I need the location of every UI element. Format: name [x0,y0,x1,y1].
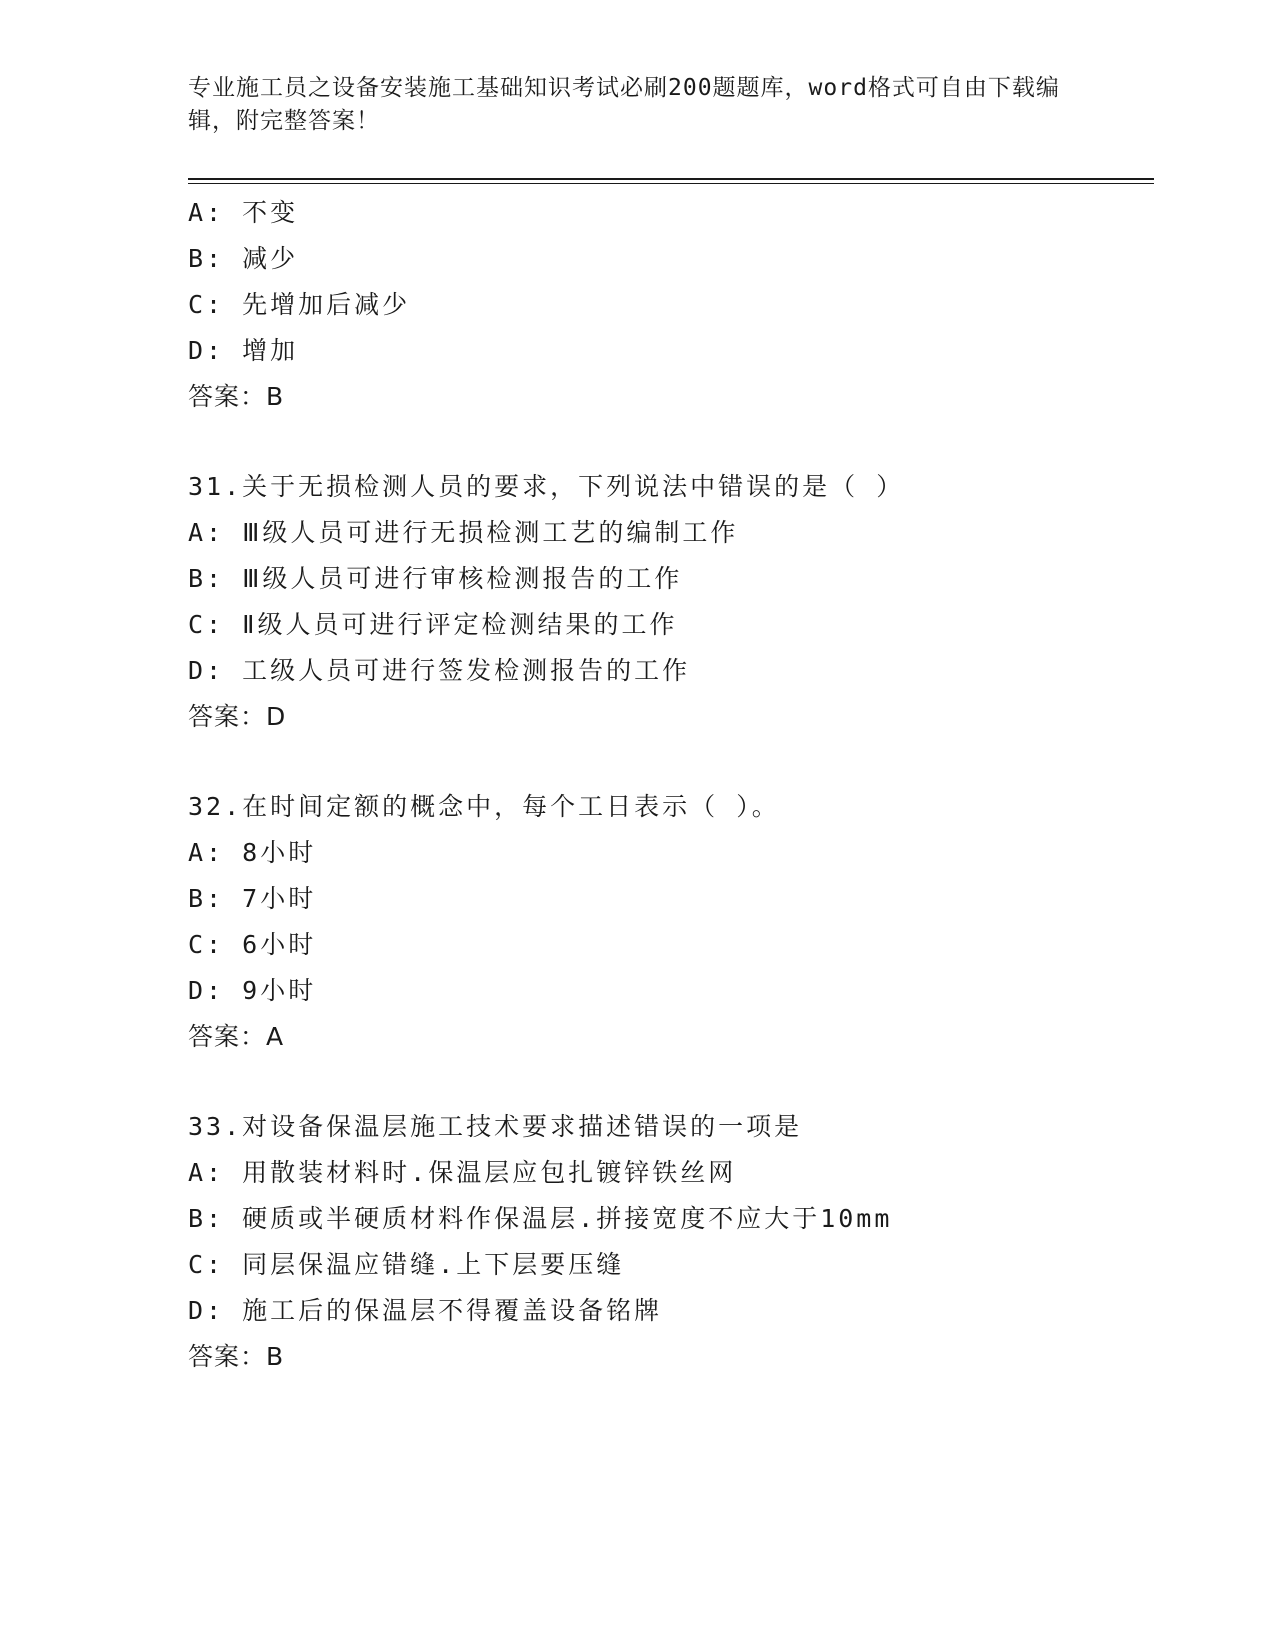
option-c: C: 6小时 [188,930,317,959]
question-block [188,190,1154,420]
option-a: A: 用散装材料时.保温层应包扎镀锌铁丝网 [188,1158,737,1187]
question-text: 33.对设备保温层施工技术要求描述错误的一项是 [188,1112,803,1141]
question-text: 32.在时间定额的概念中，每个工日表示（ ）。 [188,792,780,821]
option-b: B: Ⅲ级人员可进行审核检测报告的工作 [188,564,683,593]
question-block [188,784,1154,1060]
document-header [188,72,1088,138]
spacer [188,740,1154,784]
answer: 答案：B [188,1342,285,1371]
spacer [188,420,1154,464]
option-c: C: 先增加后减少 [188,290,411,319]
option-c: C: 同层保温应错缝.上下层要压缝 [188,1250,625,1279]
option-b: B: 7小时 [188,884,317,913]
header-divider-thin [188,183,1154,184]
option-d: D: 增加 [188,336,299,365]
header-divider-thick [188,178,1154,180]
question-block [188,464,1154,740]
answer: 答案：A [188,1022,285,1051]
question-list [188,190,1154,1380]
option-a: A: 8小时 [188,838,317,867]
option-d: D: 工级人员可进行签发检测报告的工作 [188,656,691,685]
document-title: 专业施工员之设备安装施工基础知识考试必刷200题题库，word格式可自由下载编辑，附完整答案！ [188,75,1060,134]
question-block [188,1104,1154,1380]
option-d: D: 施工后的保温层不得覆盖设备铭牌 [188,1296,663,1325]
option-b: B: 减少 [188,244,299,273]
answer: 答案：D [188,702,287,731]
option-c: C: Ⅱ级人员可进行评定检测结果的工作 [188,610,678,639]
question-text: 31.关于无损检测人员的要求，下列说法中错误的是（ ） [188,472,905,501]
answer: 答案：B [188,382,285,411]
option-d: D: 9小时 [188,976,317,1005]
spacer [188,1060,1154,1104]
option-a: A: Ⅲ级人员可进行无损检测工艺的编制工作 [188,518,739,547]
option-b: B: 硬质或半硬质材料作保温层.拼接宽度不应大于10mm [188,1204,893,1233]
option-a: A: 不变 [188,198,299,227]
